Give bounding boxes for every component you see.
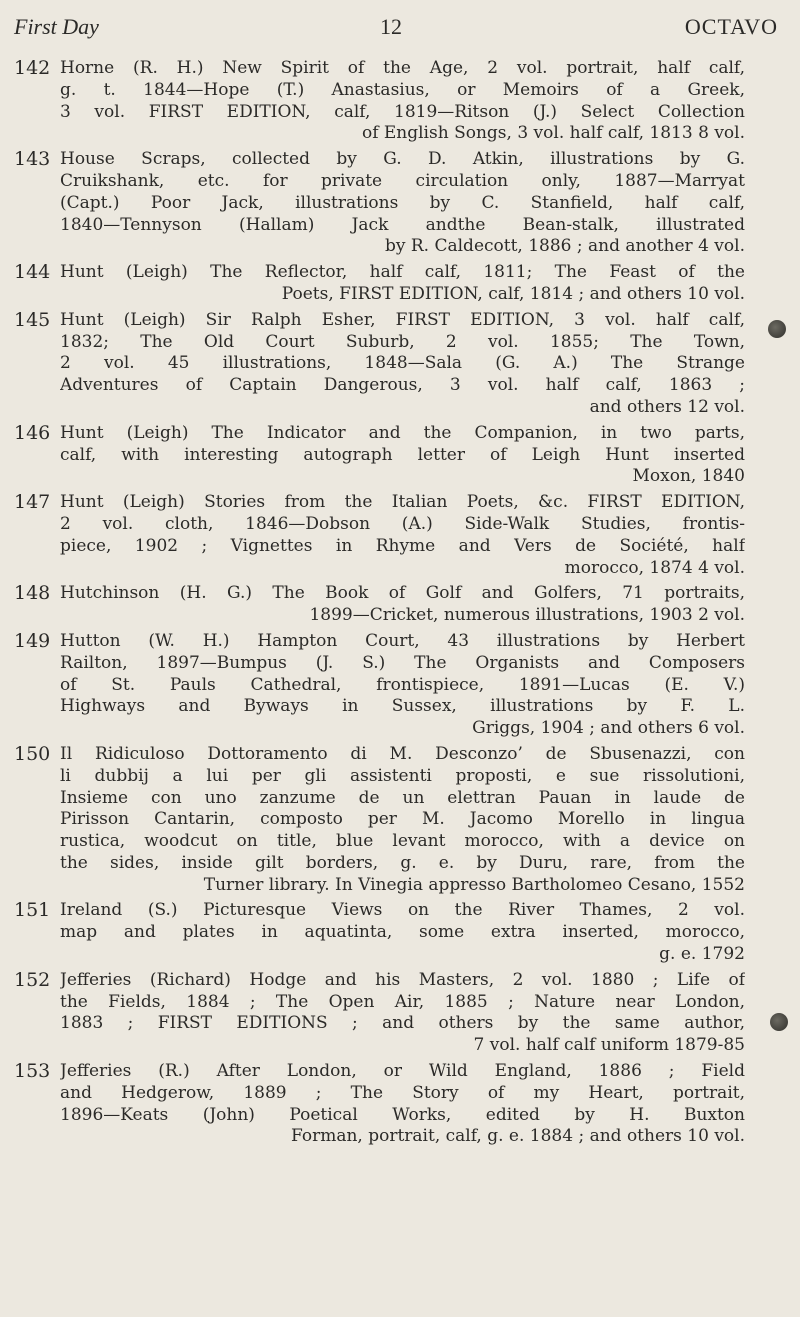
entry-line: morocco, 1874 4 vol. [564, 557, 745, 578]
entry-line: 1896—Keats (John) Poetical Works, edited by H. Buxton [60, 1104, 745, 1125]
margin-blemish [768, 320, 786, 338]
entry-line: House Scraps, collected by G. D. Atkin, illustrations by G. [60, 149, 745, 170]
entry-line: Railton, 1897—Bumpus (J. S.) The Organists and Composers [60, 652, 745, 673]
catalogue-entry [0, 970, 800, 1057]
entry-line: Forman, portrait, calf, g. e. 1884 ; and others 10 vol. [290, 1126, 745, 1147]
entry-line: Il Ridiculoso Dottoramento di M. Desconzo’ de Sbusenazzi, con [60, 743, 745, 764]
entry-line: 2 vol. cloth, 1846—Dobson (A.) Side-Walk Studies, frontis- [60, 513, 745, 534]
entry-description [60, 631, 745, 740]
entry-line: piece, 1902 ; Vignettes in Rhyme and Vers de Société, half [60, 535, 745, 556]
catalogue-entry [0, 492, 800, 579]
entry-line: 1832; The Old Court Suburb, 2 vol. 1855; The Town, [60, 331, 745, 352]
entry-line: by R. Caldecott, 1886 ; and another 4 vol. [384, 236, 745, 257]
entry-line: Hutton (W. H.) Hampton Court, 43 illustrations by Herbert [60, 630, 745, 651]
entry-description [60, 58, 745, 145]
entry-line: Hutchinson (H. G.) The Book of Golf and Golfers, 71 portraits, [60, 583, 745, 604]
entry-line: 1840—Tennyson (Hallam) Jack andthe Bean-stalk, illustrated [60, 214, 745, 235]
lot-number: 153 [14, 1060, 51, 1083]
entry-line: the sides, inside gilt borders, g. e. by Duru, rare, from the [60, 852, 745, 873]
entry-line: li dubbij a lui per gli assistenti proposti, e sue rissolutioni, [60, 765, 745, 786]
catalogue-entry [0, 900, 800, 965]
catalogue-entry [0, 310, 800, 419]
entry-line: and others 12 vol. [589, 396, 745, 417]
entry-line: Poets, FIRST EDITION, calf, 1814 ; and others 10 vol. [281, 283, 745, 304]
entry-line: 7 vol. half calf uniform 1879-85 [473, 1035, 745, 1056]
lot-number: 152 [14, 968, 51, 991]
lot-number: 142 [14, 57, 51, 79]
entry-line: Jefferies (Richard) Hodge and his Masters, 2 vol. 1880 ; Life of [60, 969, 745, 990]
entry-line: Moxon, 1840 [632, 466, 745, 487]
entry-line: 2 vol. 45 illustrations, 1848—Sala (G. A.) The Strange [60, 353, 745, 374]
entry-line: Hunt (Leigh) Sir Ralph Esher, FIRST EDITION, 3 vol. half calf, [60, 309, 745, 330]
lot-number: 146 [14, 421, 51, 444]
entry-description [60, 423, 745, 488]
entry-line: Horne (R. H.) New Spirit of the Age, 2 vol. portrait, half calf, [60, 58, 745, 78]
entry-line: Hunt (Leigh) Stories from the Italian Poets, &c. FIRST EDITION, [60, 492, 745, 513]
entry-line: 3 vol. FIRST EDITION, calf, 1819—Ritson (J.) Select Collection [60, 101, 745, 122]
catalogue-entry [0, 1061, 800, 1148]
catalogue-entry [0, 744, 800, 897]
catalogue-entries [0, 58, 800, 1152]
entry-line: map and plates in aquatinta, some extra inserted, morocco, [60, 922, 745, 943]
entry-line: of St. Pauls Cathedral, frontispiece, 1891—Lucas (E. V.) [60, 674, 745, 695]
entry-line: calf, with interesting autograph letter of Leigh Hunt inserted [60, 444, 745, 465]
entry-line: Griggs, 1904 ; and others 6 vol. [472, 718, 745, 739]
lot-number: 148 [14, 582, 51, 605]
entry-description [60, 1061, 745, 1148]
entry-line: Cruikshank, etc. for private circulation only, 1887—Marryat [60, 170, 745, 191]
entry-line: Hunt (Leigh) The Indicator and the Companion, in two parts, [60, 422, 745, 443]
entry-description [60, 970, 745, 1057]
running-head-left: First Day [14, 14, 99, 39]
lot-number: 144 [14, 261, 51, 284]
entry-line: of English Songs, 3 vol. half calf, 1813 8 vol. [361, 123, 745, 144]
catalogue-entry [0, 631, 800, 740]
lot-number: 147 [14, 491, 51, 514]
entry-line: Ireland (S.) Picturesque Views on the River Thames, 2 vol. [60, 900, 745, 921]
catalogue-entry [0, 583, 800, 627]
lot-number: 151 [14, 899, 51, 922]
margin-blemish [770, 1013, 788, 1031]
catalogue-entry [0, 262, 800, 306]
entry-line: (Capt.) Poor Jack, illustrations by C. Stanfield, half calf, [60, 192, 745, 213]
lot-number: 150 [14, 742, 51, 765]
entry-line: 1899—Cricket, numerous illustrations, 1903 2 vol. [309, 605, 745, 626]
entry-line: Hunt (Leigh) The Reflector, half calf, 1811; The Feast of the [60, 262, 745, 283]
catalogue-entry [0, 149, 800, 258]
lot-number: 143 [14, 148, 51, 171]
catalogue-entry [0, 58, 800, 145]
entry-line: g. t. 1844—Hope (T.) Anastasius, or Memoirs of a Greek, [60, 79, 745, 100]
page-header [0, 10, 800, 50]
entry-line: Turner library. In Vinegia appresso Bartholomeo Cesano, 1552 [203, 874, 745, 895]
entry-line: and Hedgerow, 1889 ; The Story of my Heart, portrait, [60, 1082, 745, 1103]
entry-line: 1883 ; FIRST EDITIONS ; and others by the same author, [60, 1013, 745, 1034]
page-number: 12 [380, 14, 402, 39]
entry-line: Jefferies (R.) After London, or Wild England, 1886 ; Field [60, 1061, 745, 1082]
entry-description [60, 744, 745, 897]
lot-number: 149 [14, 629, 51, 652]
entry-line: Pirisson Cantarin, composto per M. Jacomo Morello in lingua [60, 809, 745, 830]
entry-description [60, 900, 745, 965]
catalogue-entry [0, 423, 800, 488]
entry-description [60, 149, 745, 258]
entry-description [60, 583, 745, 627]
entry-line: Insieme con uno zanzume de un elettran Pauan in laude de [60, 787, 745, 808]
entry-line: the Fields, 1884 ; The Open Air, 1885 ; Nature near London, [60, 991, 745, 1012]
entry-description [60, 310, 745, 419]
entry-line: Highways and Byways in Sussex, illustrations by F. L. [60, 696, 745, 717]
entry-line: g. e. 1792 [659, 944, 745, 965]
entry-line: rustica, woodcut on title, blue levant morocco, with a device on [60, 831, 745, 852]
running-head-right: OCTAVO [684, 14, 778, 39]
lot-number: 145 [14, 308, 51, 331]
entry-description [60, 262, 745, 306]
entry-description [60, 492, 745, 579]
entry-line: Adventures of Captain Dangerous, 3 vol. half calf, 1863 ; [60, 375, 745, 396]
